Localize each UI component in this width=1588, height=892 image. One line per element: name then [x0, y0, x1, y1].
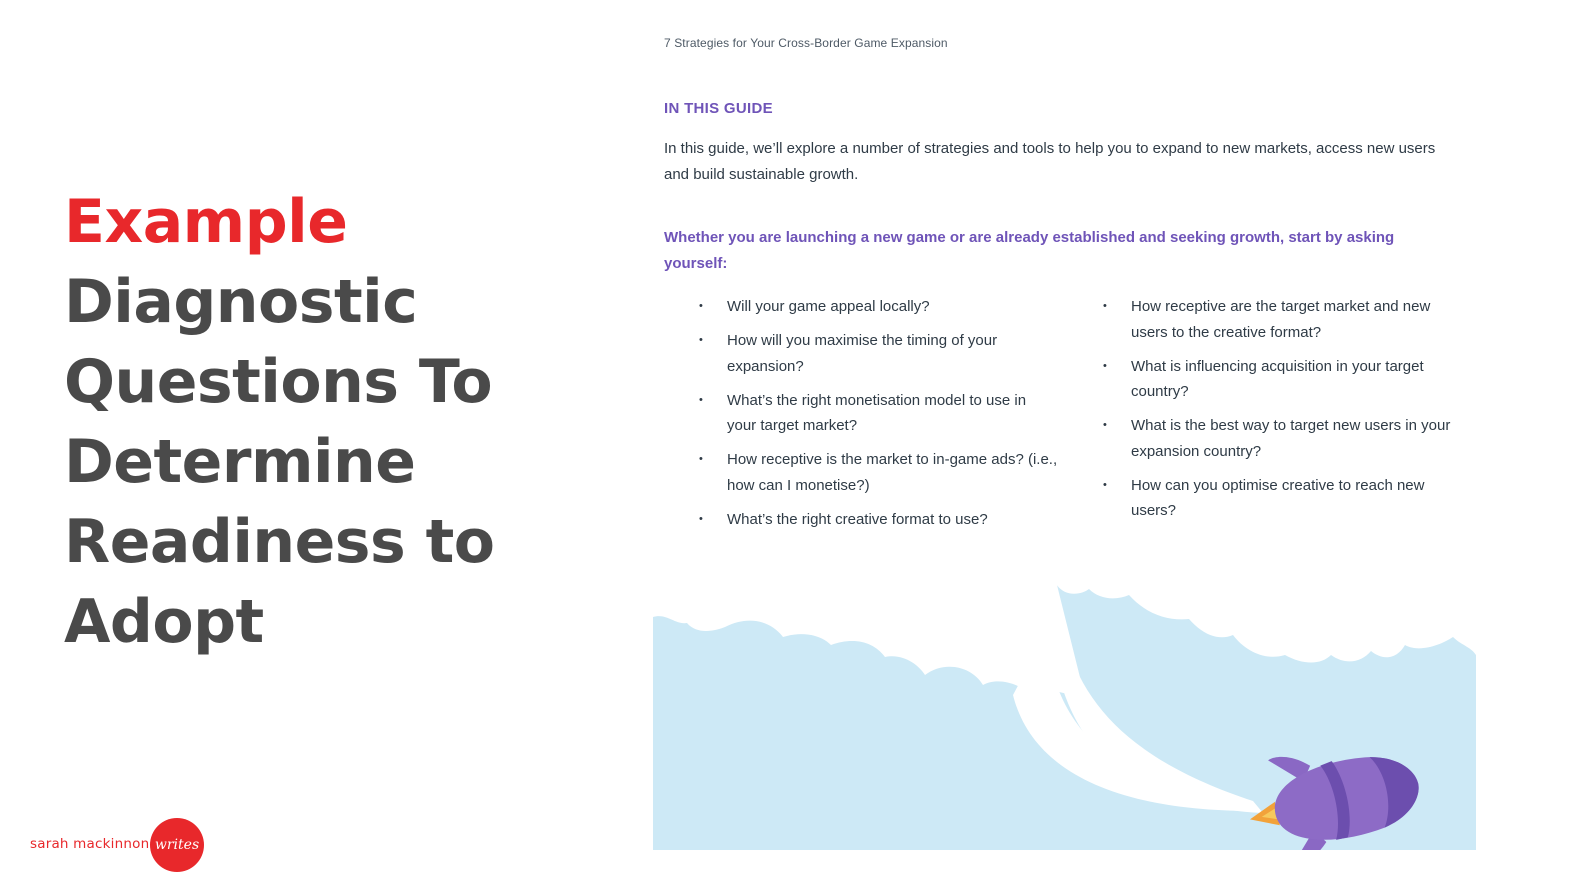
- title-line: Readiness to: [64, 507, 495, 577]
- logo-name: sarah mackinnon: [30, 836, 150, 852]
- questions-left-list: [699, 294, 1069, 541]
- intro-paragraph: In this guide, we’ll explore a number of strategies and tools to help you to expand to new markets, access new users and build sustainable growth.: [664, 140, 1436, 183]
- list-item: • Will your game appeal locally?: [699, 294, 1069, 320]
- list-item: • What’s the right creative format to use?: [699, 507, 1069, 533]
- title-line: Questions To: [64, 347, 493, 417]
- list-item: • What is the best way to target new users in your expansion country?: [1103, 413, 1453, 464]
- list-item: • How receptive are the target market and new users to the creative format?: [1103, 294, 1453, 345]
- list-item: • What’s the right monetisation model to use in your target market?: [699, 388, 1034, 439]
- title-accent: Example: [64, 187, 348, 257]
- lead-paragraph: Whether you are launching a new game or are already established and seeking growth, start by asking yourself:: [664, 229, 1395, 272]
- sky-illustration: [653, 575, 1476, 850]
- title-line: Diagnostic: [64, 267, 418, 337]
- slide-title: [64, 182, 624, 662]
- list-item: • How receptive is the market to in-game ads? (i.e., how can I monetise?): [699, 447, 1069, 498]
- list-item: • How can you optimise creative to reach new users?: [1103, 473, 1433, 524]
- title-line: Determine: [64, 427, 416, 497]
- document-page: [653, 0, 1476, 850]
- logo-badge: writes: [150, 818, 204, 872]
- list-item: • What is influencing acquisition in your target country?: [1103, 354, 1433, 405]
- section-eyebrow: IN THIS GUIDE: [664, 100, 773, 117]
- title-line: Adopt: [64, 587, 264, 657]
- document-header: 7 Strategies for Your Cross-Border Game Expansion: [664, 36, 948, 50]
- questions-right-list: [1103, 294, 1453, 532]
- list-item: • How will you maximise the timing of your expansion?: [699, 328, 999, 379]
